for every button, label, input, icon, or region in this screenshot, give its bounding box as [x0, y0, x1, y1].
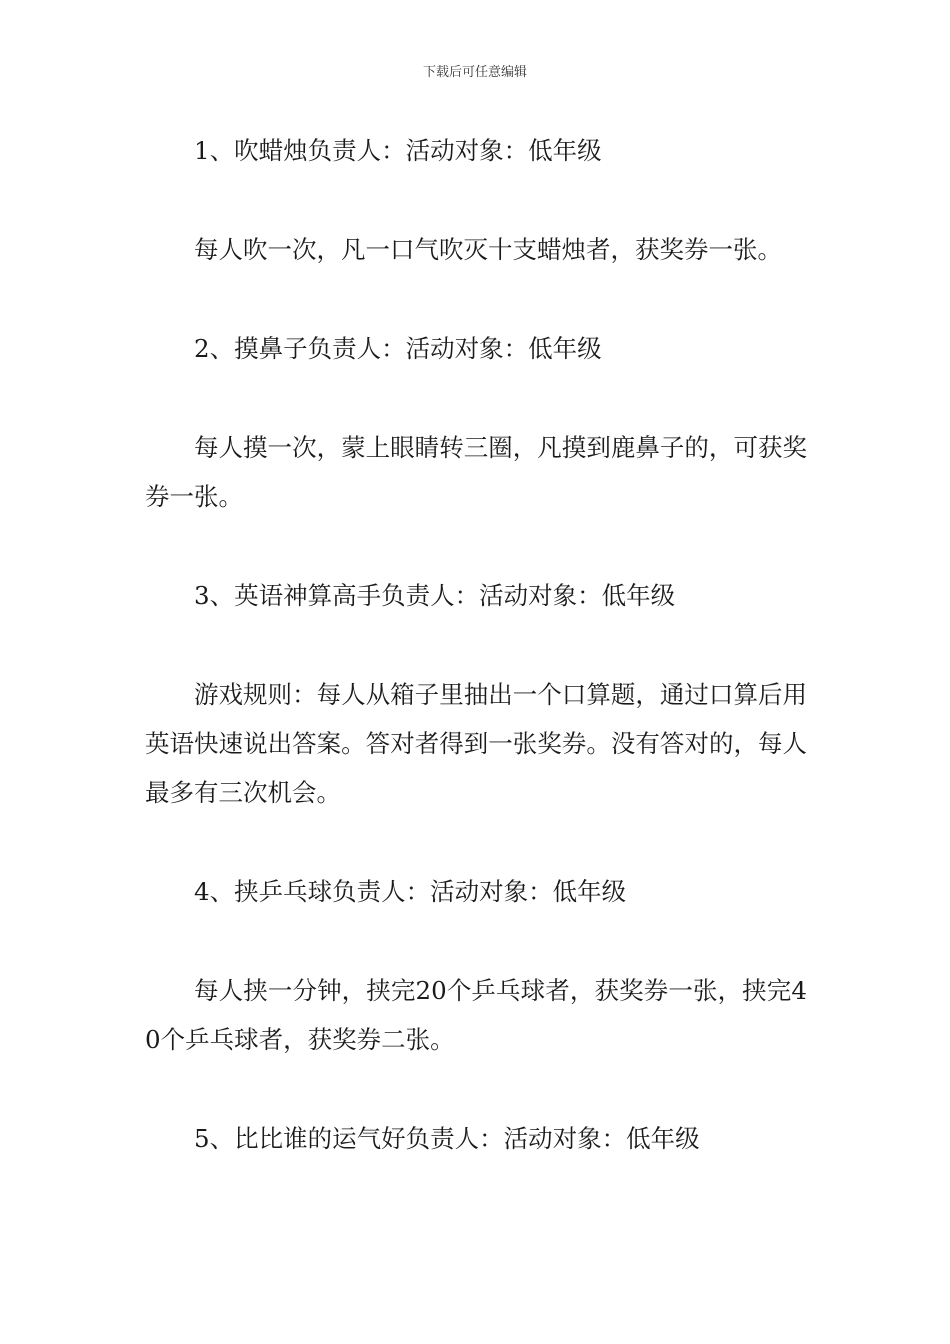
section-heading-1: 1、吹蜡烛负责人：活动对象：低年级: [194, 136, 602, 165]
section-body-3: 游戏规则：每人从箱子里抽出一个口算题，通过口算后用英语快速说出答案。答对者得到一张奖券。没有答对的，每人最多有三次机会。: [145, 680, 807, 807]
section-body-1: 每人吹一次，凡一口气吹灭十支蜡烛者，获奖券一张。: [194, 235, 782, 264]
section-heading-5: 5、比比谁的运气好负责人：活动对象：低年级: [194, 1124, 700, 1153]
section-body-4: 每人挟一分钟，挟完20个乒乓球者，获奖券一张，挟完40个乒乓球者，获奖券二张。: [145, 976, 807, 1054]
document-body: [145, 126, 807, 1213]
section-heading-2: 2、摸鼻子负责人：活动对象：低年级: [194, 334, 602, 363]
header-note: 下载后可任意编辑: [422, 65, 527, 80]
section-heading-3: 3、英语神算高手负责人：活动对象：低年级: [194, 581, 676, 610]
section-heading-4: 4、挟乒乓球负责人：活动对象：低年级: [194, 877, 627, 906]
section-body-2: 每人摸一次，蒙上眼睛转三圈，凡摸到鹿鼻子的，可获奖券一张。: [145, 433, 807, 511]
